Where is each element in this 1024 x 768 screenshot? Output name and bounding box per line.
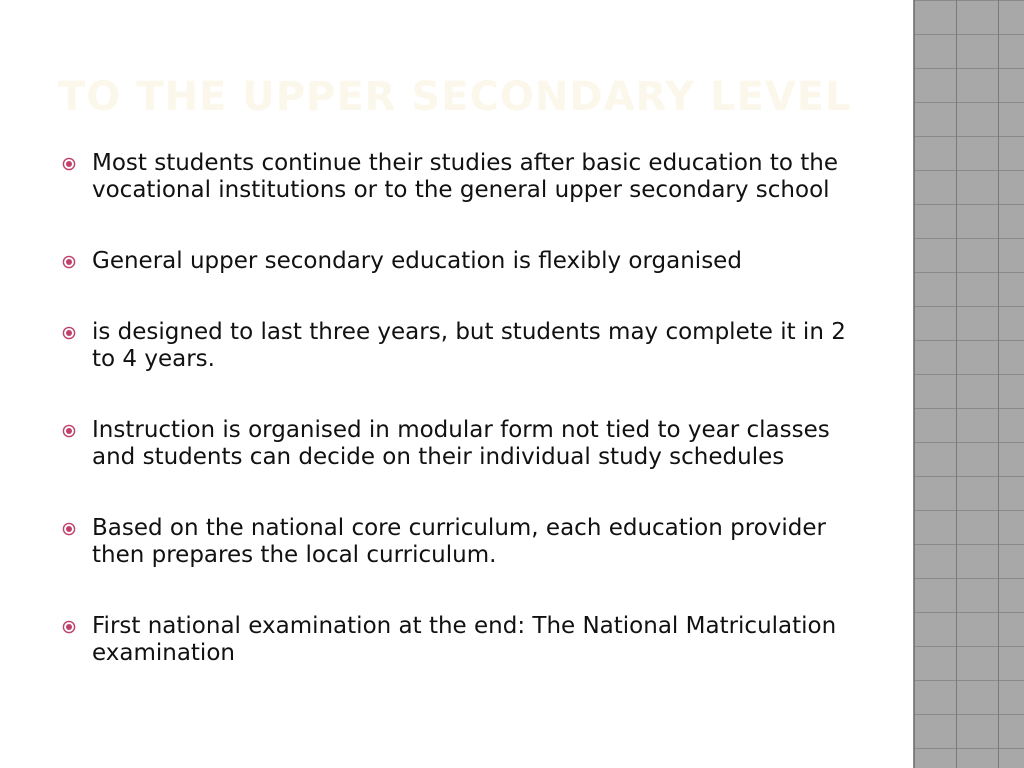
slide-title: TO THE UPPER SECONDARY LEVEL bbox=[58, 74, 852, 120]
bullet-item bbox=[62, 150, 862, 204]
circled-dot-icon bbox=[62, 620, 76, 634]
circled-dot-icon bbox=[62, 255, 76, 269]
circled-dot-icon bbox=[62, 157, 76, 171]
bullet-item bbox=[62, 248, 862, 275]
decorative-grid-panel bbox=[913, 0, 1024, 768]
bullet-text: First national examination at the end: The National Matriculation examination bbox=[92, 613, 837, 666]
bullet-text: Based on the national core curriculum, each education provider then prepares the local curriculum. bbox=[92, 515, 826, 568]
bullet-item bbox=[62, 515, 862, 569]
bullet-text: General upper secondary education is flexibly organised bbox=[92, 248, 742, 274]
bullet-text: Most students continue their studies after basic education to the vocational institutions or to the general upper secondary school bbox=[92, 150, 839, 203]
bullet-text: Instruction is organised in modular form not tied to year classes and students can decide on their individual study schedules bbox=[92, 417, 830, 470]
circled-dot-icon bbox=[62, 522, 76, 536]
circled-dot-icon bbox=[62, 326, 76, 340]
bullet-text: is designed to last three years, but students may complete it in 2 to 4 years. bbox=[92, 319, 846, 372]
circled-dot-icon bbox=[62, 424, 76, 438]
bullet-list bbox=[62, 150, 862, 667]
bullet-item bbox=[62, 613, 862, 667]
bullet-item bbox=[62, 417, 862, 471]
bullet-item bbox=[62, 319, 862, 373]
